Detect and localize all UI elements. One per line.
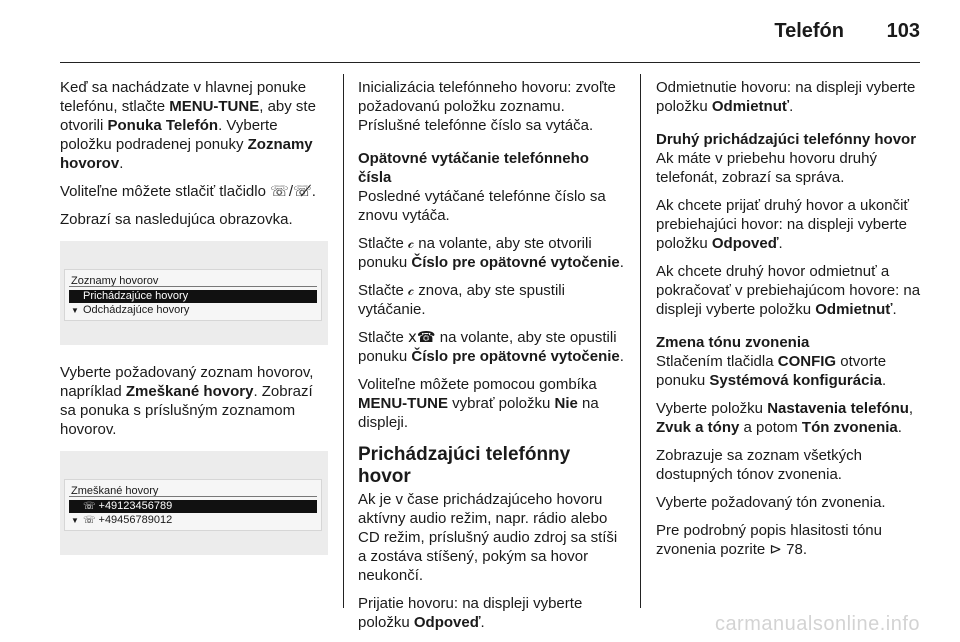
paragraph: Stlačte ⅹ☎ na volante, aby ste opustili ponuku Číslo pre opätovné vytočenie. <box>358 329 624 365</box>
paragraph: Ak máte v priebehu hovoru druhý telefonát, zobrazí sa správa. <box>656 150 877 186</box>
subheading: Druhý prichádzajúci telefónny hovor <box>656 131 917 148</box>
paragraph: Keď sa nachádzate v hlavnej ponuke telefónu, stlačte MENU-TUNE, aby ste otvorili Ponuka Telefón. Vyberte položku podradenej ponuky Zoznamy hovorov. <box>60 79 316 172</box>
paragraph: Voliteľne môžete stlačiť tlačidlo ☏/☏̸. <box>60 183 316 200</box>
paragraph: Voliteľne môžete pomocou gombíka MENU-TUNE vybrať položku Nie na displeji. <box>358 376 599 431</box>
list-item: ☏ +49123456789 <box>69 500 317 513</box>
display-screen <box>64 269 322 321</box>
subheading: Zmena tónu zvonenia <box>656 334 810 351</box>
section-heading: Prichádzajúci telefónny hovor <box>358 444 571 487</box>
paragraph: Prijatie hovoru: na displeji vyberte položku Odpoveď. <box>358 595 583 631</box>
page-title: Telefón <box>774 20 844 42</box>
arrow-down-icon: ▼ <box>71 516 79 525</box>
list-item: ▼ ☏ +49456789012 <box>71 514 173 526</box>
header-rule <box>60 62 920 63</box>
divider <box>69 286 317 287</box>
paragraph: Zobrazí sa nasledujúca obrazovka. <box>60 211 293 228</box>
watermark: carmanualsonline.info <box>714 613 920 635</box>
display-screenshot <box>60 241 328 345</box>
missed-call-icon: ☏ <box>83 515 96 526</box>
list-item: ▼ Odchádzajúce hovory <box>71 304 190 316</box>
page-header <box>0 0 960 62</box>
paragraph: Ak chcete prijať druhý hovor a ukončiť prebiehajúci hovor: na displeji vyberte položku Odpoveď. <box>656 197 910 252</box>
paragraph: Inicializácia telefónneho hovoru: zvoľte požadovanú položku zoznamu. Príslušné telefónne číslo sa vytáča. <box>358 79 616 134</box>
subheading: Opätovné vytáčanie telefónneho čísla <box>358 150 589 186</box>
arrow-down-icon: ▼ <box>71 306 79 315</box>
page-number: 103 <box>886 20 920 42</box>
paragraph: Ak chcete druhý hovor odmietnuť a pokračovať v prebiehajúcom hovore: na displeji vyberte položku Odmietnuť. <box>656 263 921 318</box>
screen-title: Zmeškané hovory <box>71 485 159 497</box>
column-1 <box>60 78 328 573</box>
paragraph: Stlačením tlačidla CONFIG otvorte ponuku Systémová konfigurácia. <box>656 353 887 389</box>
paragraph: Ak je v čase prichádzajúceho hovoru aktívny audio režim, napr. rádio alebo CD režim, príslušný audio zdroj sa stíši a zostáva stíšený, pokým sa hovor neukončí. <box>358 491 618 584</box>
column-divider <box>640 74 641 608</box>
display-screen <box>64 479 322 531</box>
column-2 <box>358 78 626 641</box>
paragraph: Vyberte požadovaný tón zvonenia. <box>656 494 886 511</box>
divider <box>69 496 317 497</box>
paragraph: Stlačte 𝒸 znova, aby ste spustili vytáčanie. <box>358 282 565 318</box>
paragraph: Vyberte požadovaný zoznam hovorov, napríklad Zmeškané hovory. Zobrazí sa ponuka s príslušným zoznamom hovorov. <box>60 364 314 438</box>
paragraph: Stlačte 𝒸 na volante, aby ste otvorili ponuku Číslo pre opätovné vytočenie. <box>358 235 624 271</box>
display-screenshot <box>60 451 328 555</box>
paragraph: Pre podrobný popis hlasitosti tónu zvonenia pozrite ⊳ 78. <box>656 522 882 558</box>
paragraph: Vyberte položku Nastavenia telefónu, Zvuk a tóny a potom Tón zvonenia. <box>656 400 914 436</box>
paragraph: Posledné vytáčané telefónne číslo sa znovu vytáča. <box>358 188 606 224</box>
paragraph: Zobrazuje sa zoznam všetkých dostupných tónov zvonenia. <box>656 447 862 483</box>
paragraph: Odmietnutie hovoru: na displeji vyberte položku Odmietnuť. <box>656 79 916 115</box>
column-divider <box>343 74 344 608</box>
missed-call-icon: ☏ <box>83 501 96 512</box>
screen-title: Zoznamy hovorov <box>71 275 159 287</box>
list-item: Prichádzajúce hovory <box>69 290 317 303</box>
column-3 <box>656 78 928 568</box>
